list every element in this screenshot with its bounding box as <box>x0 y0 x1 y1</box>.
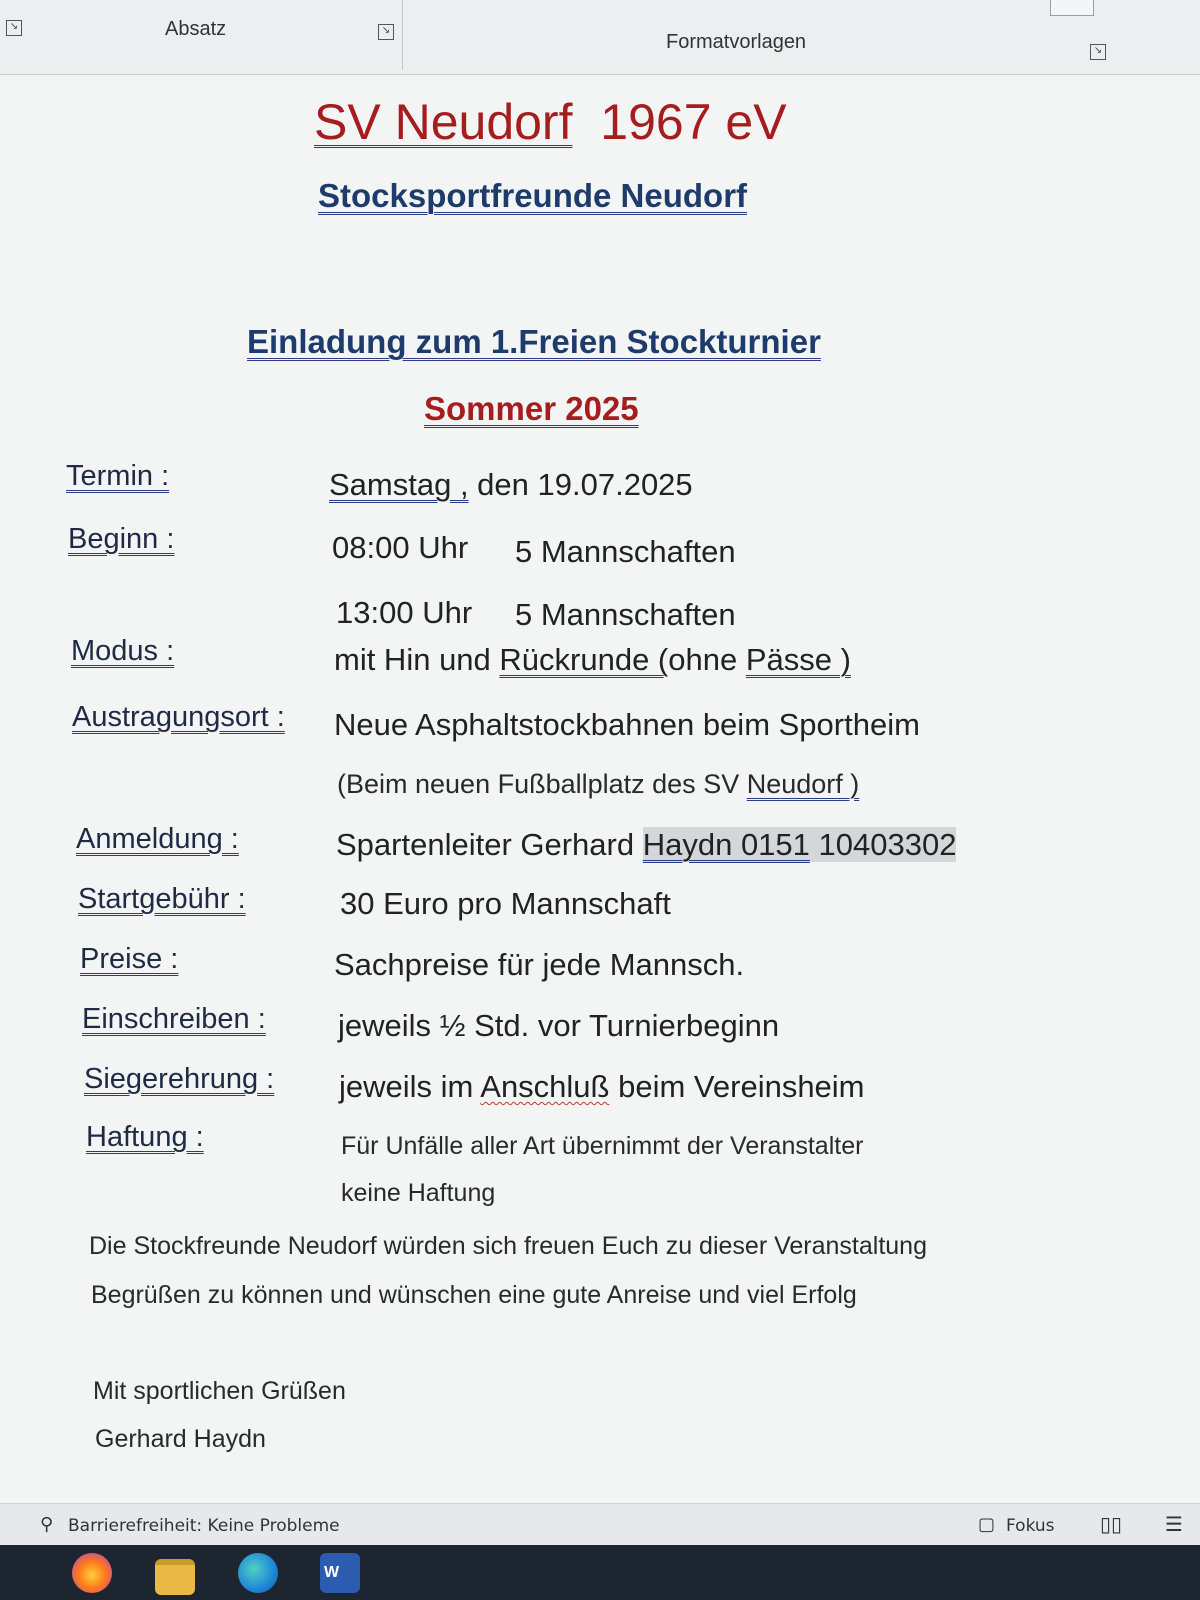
document-title <box>314 93 787 151</box>
print-layout-icon[interactable]: ☰ <box>1165 1512 1183 1536</box>
read-mode-icon[interactable]: ▯▯ <box>1100 1512 1123 1536</box>
anmeldung-contact-name: Haydn 0151 <box>642 827 810 862</box>
title-year: 1967 eV <box>600 94 787 150</box>
haftung-label: Haftung : <box>86 1121 204 1153</box>
austragungsort-note-club: Neudorf ) <box>746 769 860 799</box>
formatvorlagen-dialog-launcher-icon[interactable]: ↘ <box>1090 44 1106 60</box>
startgebuehr-value: 30 Euro pro Mannschaft <box>340 886 671 921</box>
signature: Gerhard Haydn <box>95 1425 266 1453</box>
beginn-time-2: 13:00 Uhr <box>336 595 473 630</box>
termin-label: Termin : <box>66 460 170 492</box>
accessibility-status[interactable]: Barrierefreiheit: Keine Probleme <box>68 1516 340 1536</box>
siegerehrung-spellcheck-word[interactable]: Anschluß <box>480 1069 610 1104</box>
focus-button[interactable]: Fokus <box>1006 1516 1055 1536</box>
edge-icon[interactable] <box>238 1553 278 1593</box>
closing-line-1: Die Stockfreunde Neudorf würden sich freuen Euch zu dieser Veranstaltung <box>89 1232 927 1260</box>
modus-value <box>334 642 851 678</box>
modus-rueckrunde: Rückrunde ( <box>499 642 669 677</box>
austragungsort-value: Neue Asphaltstockbahnen beim Sportheim <box>334 707 920 742</box>
preise-value: Sachpreise für jede Mannsch. <box>334 947 745 982</box>
accessibility-icon[interactable]: ⚲ <box>40 1514 54 1535</box>
document-page[interactable] <box>0 75 1200 1503</box>
beginn-label: Beginn : <box>68 523 175 555</box>
beginn-teams-1: 5 Mannschaften <box>515 534 736 569</box>
siegerehrung-value <box>339 1069 865 1105</box>
haftung-line-1: Für Unfälle aller Art übernimmt der Veranstalter <box>341 1132 864 1160</box>
modus-pre: mit Hin und <box>334 642 500 677</box>
einschreiben-label: Einschreiben : <box>82 1003 266 1035</box>
dialog-launcher-icon[interactable]: ↘ <box>6 20 22 36</box>
title-club-name: SV Neudorf <box>314 94 573 150</box>
termin-date: den 19.07.2025 <box>468 467 693 502</box>
anmeldung-contact <box>643 827 957 862</box>
group-label-absatz: Absatz <box>165 18 227 40</box>
beginn-time-1: 08:00 Uhr <box>332 530 469 565</box>
anmeldung-label: Anmeldung : <box>76 823 239 855</box>
siegerehrung-post: beim Vereinsheim <box>609 1069 865 1104</box>
austragungsort-label: Austragungsort : <box>72 701 285 733</box>
status-bar <box>0 1503 1200 1546</box>
austragungsort-note-pre: (Beim neuen Fußballplatz des SV <box>337 769 747 799</box>
siegerehrung-pre: jeweils im <box>339 1069 481 1104</box>
modus-paesse: Pässe ) <box>745 642 851 677</box>
greeting: Mit sportlichen Grüßen <box>93 1377 346 1405</box>
closing-line-2: Begrüßen zu können und wünschen eine gute Anreise und viel Erfolg <box>91 1281 857 1309</box>
modus-label: Modus : <box>71 635 175 667</box>
taskbar <box>0 1545 1200 1600</box>
anmeldung-value <box>336 827 956 863</box>
startgebuehr-label: Startgebühr : <box>78 883 246 915</box>
styles-gallery-scroll-button[interactable] <box>1050 0 1094 16</box>
preise-label: Preise : <box>80 943 179 975</box>
group-label-formatvorlagen: Formatvorlagen <box>666 31 807 53</box>
beginn-teams-2: 5 Mannschaften <box>515 597 736 632</box>
modus-ohne: ohne <box>668 642 746 677</box>
siegerehrung-label: Siegerehrung : <box>84 1063 275 1095</box>
anmeldung-contact-phone: 10403302 <box>809 827 957 862</box>
document-subtitle: Stocksportfreunde Neudorf <box>318 177 748 214</box>
austragungsort-note <box>337 769 859 800</box>
absatz-dialog-launcher-icon[interactable]: ↘ <box>378 24 394 40</box>
firefox-icon[interactable] <box>72 1553 112 1593</box>
ribbon-divider <box>402 0 403 70</box>
season-heading: Sommer 2025 <box>424 390 639 427</box>
focus-icon[interactable]: ▢ <box>978 1514 996 1535</box>
anmeldung-pre: Spartenleiter Gerhard <box>336 827 643 862</box>
word-icon[interactable]: W <box>320 1553 360 1593</box>
einschreiben-value: jeweils ½ Std. vor Turnierbeginn <box>338 1008 780 1043</box>
file-explorer-icon[interactable] <box>155 1559 195 1595</box>
invitation-heading: Einladung zum 1.Freien Stockturnier <box>247 323 821 360</box>
termin-day: Samstag , <box>329 467 469 502</box>
ribbon <box>0 0 1200 75</box>
haftung-line-2: keine Haftung <box>341 1179 496 1207</box>
termin-value <box>329 467 693 503</box>
